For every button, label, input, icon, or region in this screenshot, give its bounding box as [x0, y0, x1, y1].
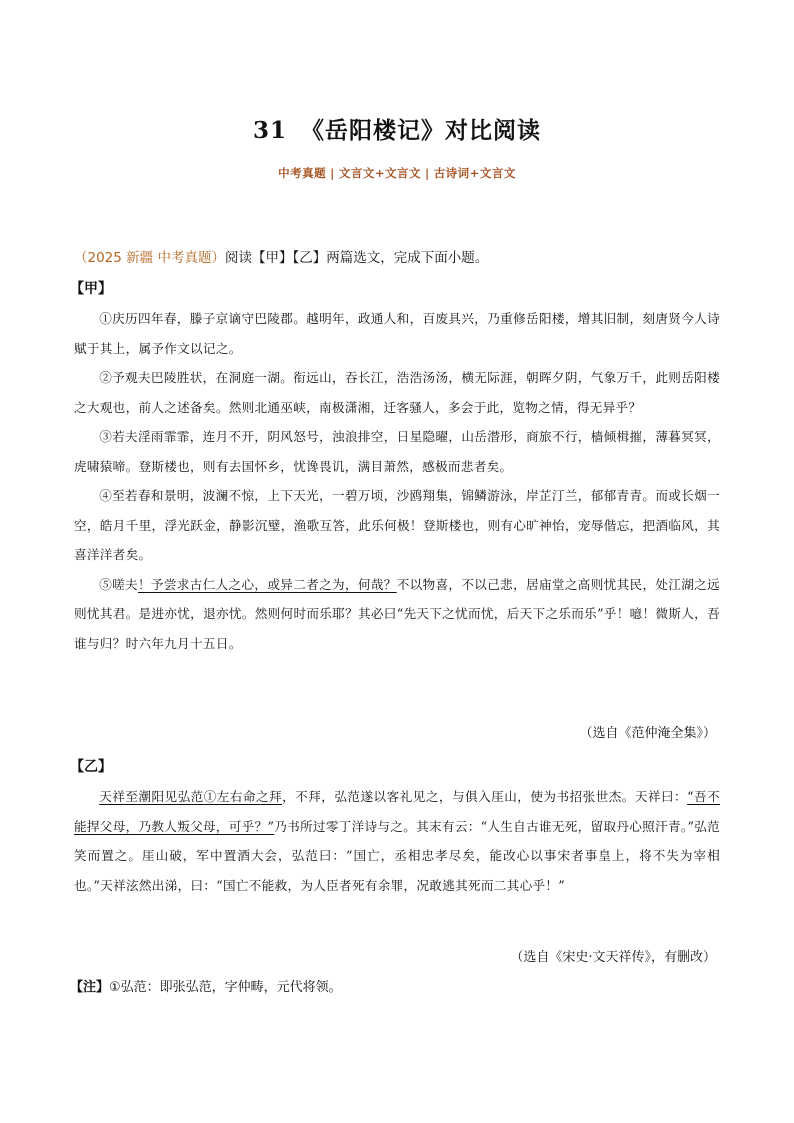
source-credit-jia: （选自《范仲淹全集》） — [579, 726, 716, 741]
page-title — [0, 112, 794, 145]
paragraph-yi: 天祥至潮阳见弘范①左右命之拜，不拜，弘范遂以客礼见之，与俱入厓山，使为书招张世杰。天祥曰：“吾不能捍父母，乃教人叛父母，可乎？”乃书所过零丁洋诗与之。其末有云：“人生自古谁无死，留取丹心照汗青。”弘范笑而置之。厓山破，军中置酒大会，弘范曰：“国亡，丞相忠孝尽矣，能改心以事宋者事皇上，将不失为宰相也。”天祥泫然出涕，曰：“国亡不能救，为人臣者死有余罪，况敢逃其死而二其心乎！” — [74, 789, 720, 893]
paragraph-3: ③若夫淫雨霏霏，连月不开，阴风怒号，浊浪排空，日星隐曜，山岳潜形，商旅不行，樯倾楫摧，薄暮冥冥，虎啸猿啼。登斯楼也，则有去国怀乡，忧谗畏讥，满目萧然，感极而悲者矣。 — [74, 429, 720, 474]
footnote-label: 【注】 — [70, 980, 110, 995]
title-number: 31 — [252, 117, 287, 144]
footnote-text: ①弘范：即张弘范，字仲畴，元代将领。 — [109, 980, 342, 995]
paragraph-1: ①庆历四年春，滕子京谪守巴陵郡。越明年，政通人和，百废具兴，乃重修岳阳楼，增其旧制，刻唐贤今人诗赋于其上，属予作文以记之。 — [74, 311, 720, 356]
section-label-yi: 【乙】 — [70, 759, 112, 775]
underlined-sentence: ！予尝求古仁人之心，或异二者之为，何哉？ — [138, 576, 397, 592]
tag-item: 古诗词+文言文 — [433, 166, 516, 180]
question-intro — [74, 246, 720, 266]
paragraph-4: ④至若春和景明，波澜不惊，上下天光，一碧万顷，沙鸥翔集，锦鳞游泳，岸芷汀兰，郁郁青青。而或长烟一空，皓月千里，浮光跃金，静影沉璧，渔歌互答，此乐何极！登斯楼也，则有心旷神怡，宠辱偕忘，把酒临风，其喜洋洋者矣。 — [74, 488, 720, 562]
paragraph-2: ②予观夫巴陵胜状，在洞庭一湖。衔远山，吞长江，浩浩汤汤，横无际涯，朝晖夕阴，气象万千，此则岳阳楼之大观也，前人之述备矣。然则北通巫峡，南极潇湘，迁客骚人，多会于此，览物之情，得无异乎？ — [74, 370, 720, 415]
category-tags: 中考真题 | 文言文+文言文 | 古诗词+文言文 — [278, 166, 516, 180]
underlined-quote: “吾不能捍父母，乃教人叛父母，可乎？” — [74, 789, 720, 834]
section-label-jia: 【甲】 — [70, 281, 112, 297]
footnote — [70, 976, 342, 995]
source-credit-yi: （选自《宋史·文天祥传》，有删改） — [510, 950, 716, 965]
tag-item: 中考真题 — [278, 166, 327, 180]
passage-yi — [74, 782, 720, 900]
question-source: （2025 新疆 中考真题） — [74, 250, 225, 266]
question-prompt: 阅读【甲】【乙】两篇选文，完成下面小题。 — [224, 250, 489, 266]
title-text: 《岳阳楼记》对比阅读 — [301, 117, 541, 144]
passage-jia — [74, 304, 720, 658]
tag-item: 文言文+文言文 — [338, 166, 421, 180]
paragraph-5: ⑤嗟夫！予尝求古仁人之心，或异二者之为，何哉？不以物喜，不以己悲，居庙堂之高则忧其民，处江湖之远则忧其君。是进亦忧，退亦忧。然则何时而乐耶？其必曰“先天下之忧而忧，后天下之乐而乐”乎！噫！微斯人，吾谁与归？时六年九月十五日。 — [74, 576, 721, 651]
